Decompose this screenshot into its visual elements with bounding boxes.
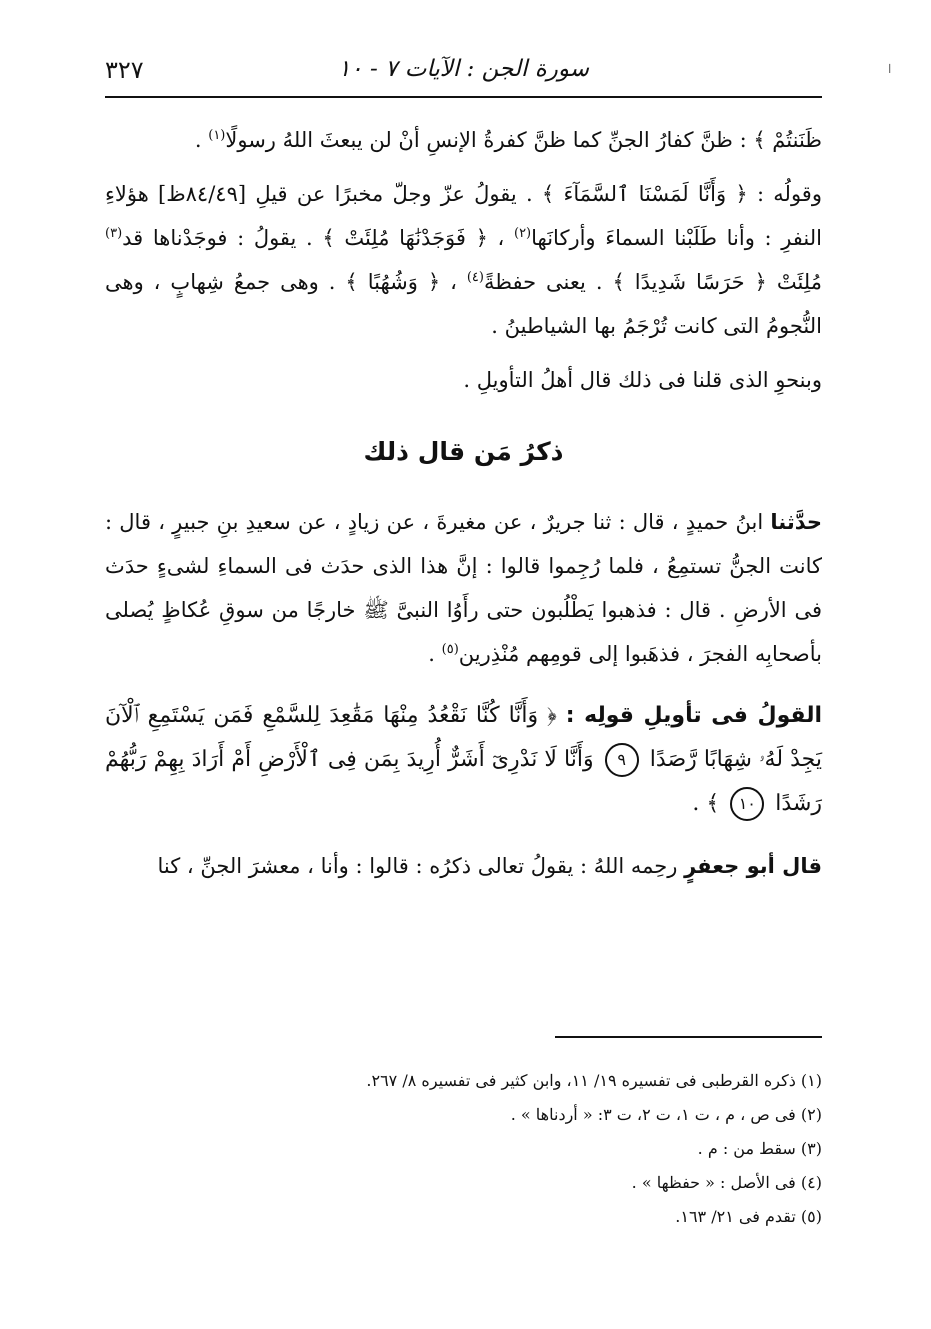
paragraph-text: وبنحوِ الذى قلنا فى ذلك قال أهلُ التأويلِ . — [463, 368, 822, 392]
verse-lead: القولُ فى تأويلِ قولِه : — [565, 703, 822, 728]
footnote: (١) ذكره القرطبى فى تفسيره ١٩/ ١١، وابن كثير فى تفسيره ٨/ ٢٦٧. — [366, 1071, 822, 1090]
paragraph-text: وقولُه : ﴿ وَأَنَّا لَمَسْنَا ٱلسَّمَآءَ ﴾ . يقولُ عزّ وجلّ مخبرًا عن قيلِ [٨٤/٤٩ظ] هؤلاءِ النفرِ : وأنا طَلَبْنا السماءَ وأركانَها — [105, 182, 822, 250]
running-title: سورة الجن : الآيات ٧ - ١٠ — [337, 56, 590, 82]
section-heading: ذكرُ مَن قال ذلك — [363, 437, 564, 466]
verse-close: ﴾ . — [692, 791, 720, 816]
paragraph-text: ، ﴿ فَوَجَدْنَٰهَا مُلِئَتْ ﴾ . يقولُ : فوجَدْناها قد — [122, 226, 505, 250]
hadith-text: ابنُ حميدٍ ، قال : ثنا جريرٌ ، عن مغيرةَ ، عن زيادٍ ، عن سعيدِ بنِ جبيرٍ ، قال : كانت الجنُّ تستمِعُ ، فلما رُجِموا قالوا : إنَّ هذا الذى حدَث فى السماءِ لشىءٍ حدَث فى الأرضِ . قال : فذهبوا يَطْلُبون حتى رأَوُا النبىَّ ﷺ خارجًا من سوقِ عُكاظٍ يُصلى بأصحابِه الفجرَ ، فذهَبوا إلى قومِهم مُنْذِرين — [105, 510, 822, 666]
footnote-ref: (٤) — [466, 270, 484, 285]
ayah-number-marker: ٩ — [605, 743, 639, 777]
spacer — [105, 348, 822, 358]
page-number: ٣٢٧ — [105, 56, 144, 84]
paragraph-text: ظَنَنتُمْ ﴾ : ظنَّ كفارُ الجنِّ كما ظنَّ كفرةُ الإنسِ أنْ لن يبعثَ اللهُ رسولًا — [225, 128, 822, 152]
ayah-number-marker: ١٠ — [730, 787, 764, 821]
footnote-ref: (٣) — [105, 226, 123, 241]
closing-paragraph — [105, 844, 822, 888]
verse-text: ﴿ وَأَنَّا كُنَّا نَقْعُدُ مِنْهَا مَقَٰعِدَ لِلسَّمْعِ فَمَن يَسْتَمِعِ ٱلْآنَ يَجِدْ لَهُۥ شِهَابًا رَّصَدًا — [105, 703, 822, 772]
spacer — [105, 162, 822, 172]
paragraph-text: مُلِئَتْ ﴿ حَرَسًا شَدِيدًا ﴾ . يعنى حفظةً — [483, 270, 822, 294]
footnotes — [105, 1064, 822, 1234]
footnote-ref: (٢) — [513, 226, 532, 241]
footnote: (٣) سقط من : م . — [697, 1139, 822, 1158]
closing-text: رحِمه اللهُ : يقولُ تعالى ذكرُه : قالوا : وأنا ، معشرَ الجنِّ ، كنا — [157, 854, 678, 878]
hadith-lead: حدَّثنا — [770, 510, 822, 534]
footnote-ref: (١) — [208, 128, 226, 143]
closing-lead: قال أبو جعفرٍ — [684, 854, 822, 878]
page-header — [105, 52, 822, 92]
paragraph-1: ظَنَنتُمْ ﴾ : ظنَّ كفارُ الجنِّ كما ظنَّ كفرةُ الإنسِ أنْ لن يبعثَ اللهُ رسولًا$^{(١)}$ . — [194, 128, 822, 152]
verse-text: وَأَنَّا لَا نَدْرِىٓ أَشَرٌّ أُرِيدَ بِمَن فِى ٱلْأَرْضِ أَمْ أَرَادَ بِهِمْ رَبُّهُمْ رَشَدًا — [105, 747, 822, 816]
verse-paragraph — [105, 694, 822, 826]
hadith-paragraph: حدَّثنا ابنُ حميدٍ ، قال : ثنا جريرٌ ، عن مغيرةَ ، عن زيادٍ ، عن سعيدِ بنِ جبيرٍ ، قال : كانت الجنُّ تستمِعُ ، فلما رُجِموا قالوا : إنَّ هذا الذى حدَث فى السماءِ لشىءٍ حدَث فى الأرضِ . قال : فذهبوا يَطْلُبون حتى رأَوُا النبىَّ ﷺ خارجًا من سوقِ عُكاظٍ يُصلى بأصحابِه الفجرَ ، فذهَبوا إلى قومِهم مُنْذِرين$^{(٥)}$ . — [105, 510, 822, 666]
footnote: (٤) فى الأصل : « حفظها » . — [631, 1173, 822, 1192]
spacer — [105, 826, 822, 844]
footnote: (٢) فى ص ، م ، ت ١، ت ٢، ت ٣: « أردناها » . — [510, 1105, 822, 1124]
main-text — [105, 118, 822, 888]
spacer — [105, 676, 822, 694]
footnote-rule — [555, 1036, 822, 1038]
paragraph-text: ، ﴿ وَشُهُبًا ﴾ . وهى جمعُ شِهابٍ ، وهى النُّجومُ التى كانت تُرْجَمُ بها الشياطينُ . — [105, 270, 822, 338]
footnote-ref: (٥) — [441, 642, 459, 657]
header-rule — [105, 96, 822, 98]
paragraph-2 — [105, 172, 822, 348]
paragraph-3 — [105, 358, 822, 402]
margin-mark: ا — [888, 62, 892, 76]
footnote: (٥) تقدم فى ٢١/ ١٦٣. — [675, 1207, 822, 1226]
